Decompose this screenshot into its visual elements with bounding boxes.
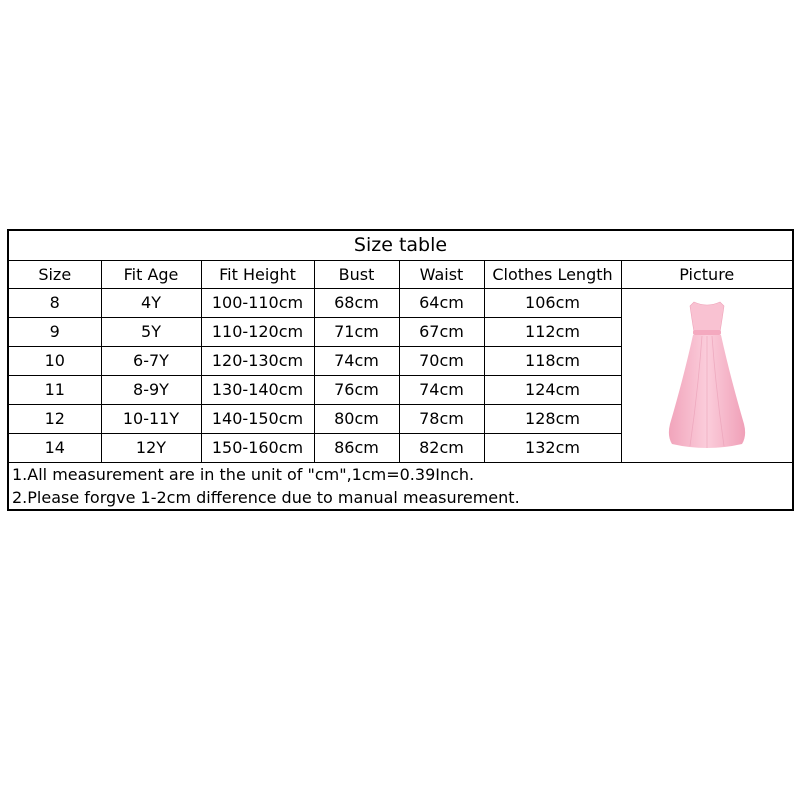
cell-age: 10-11Y	[101, 405, 201, 434]
note-row	[8, 463, 793, 487]
cell-bust: 76cm	[314, 376, 399, 405]
cell-bust: 68cm	[314, 289, 399, 318]
column-header: Picture	[621, 261, 793, 289]
cell-bust: 80cm	[314, 405, 399, 434]
column-header: Clothes Length	[484, 261, 621, 289]
table-title: Size table	[8, 230, 793, 261]
cell-waist: 74cm	[399, 376, 484, 405]
cell-height: 120-130cm	[201, 347, 314, 376]
cell-length: 106cm	[484, 289, 621, 318]
column-header: Fit Height	[201, 261, 314, 289]
cell-bust: 86cm	[314, 434, 399, 463]
cell-height: 140-150cm	[201, 405, 314, 434]
cell-size: 8	[8, 289, 101, 318]
cell-age: 8-9Y	[101, 376, 201, 405]
cell-waist: 82cm	[399, 434, 484, 463]
cell-bust: 71cm	[314, 318, 399, 347]
size-table	[7, 229, 794, 511]
column-header: Fit Age	[101, 261, 201, 289]
cell-age: 4Y	[101, 289, 201, 318]
cell-length: 132cm	[484, 434, 621, 463]
cell-size: 9	[8, 318, 101, 347]
header-row	[8, 261, 793, 289]
cell-length: 128cm	[484, 405, 621, 434]
cell-size: 10	[8, 347, 101, 376]
cell-age: 6-7Y	[101, 347, 201, 376]
cell-age: 5Y	[101, 318, 201, 347]
cell-height: 110-120cm	[201, 318, 314, 347]
cell-length: 124cm	[484, 376, 621, 405]
picture-cell	[621, 289, 793, 463]
cell-waist: 64cm	[399, 289, 484, 318]
column-header: Waist	[399, 261, 484, 289]
cell-size: 14	[8, 434, 101, 463]
note-text: 1.All measurement are in the unit of "cm",1cm=0.39Inch.	[8, 463, 793, 487]
cell-size: 12	[8, 405, 101, 434]
pink-dress-icon	[652, 296, 762, 456]
cell-height: 130-140cm	[201, 376, 314, 405]
cell-height: 100-110cm	[201, 289, 314, 318]
cell-waist: 78cm	[399, 405, 484, 434]
table-row	[8, 289, 793, 318]
column-header: Size	[8, 261, 101, 289]
cell-length: 112cm	[484, 318, 621, 347]
note-row	[8, 486, 793, 510]
cell-height: 150-160cm	[201, 434, 314, 463]
cell-waist: 70cm	[399, 347, 484, 376]
cell-length: 118cm	[484, 347, 621, 376]
cell-bust: 74cm	[314, 347, 399, 376]
cell-age: 12Y	[101, 434, 201, 463]
column-header: Bust	[314, 261, 399, 289]
cell-size: 11	[8, 376, 101, 405]
cell-waist: 67cm	[399, 318, 484, 347]
title-row	[8, 230, 793, 261]
note-text: 2.Please forgve 1-2cm difference due to manual measurement.	[8, 486, 793, 510]
